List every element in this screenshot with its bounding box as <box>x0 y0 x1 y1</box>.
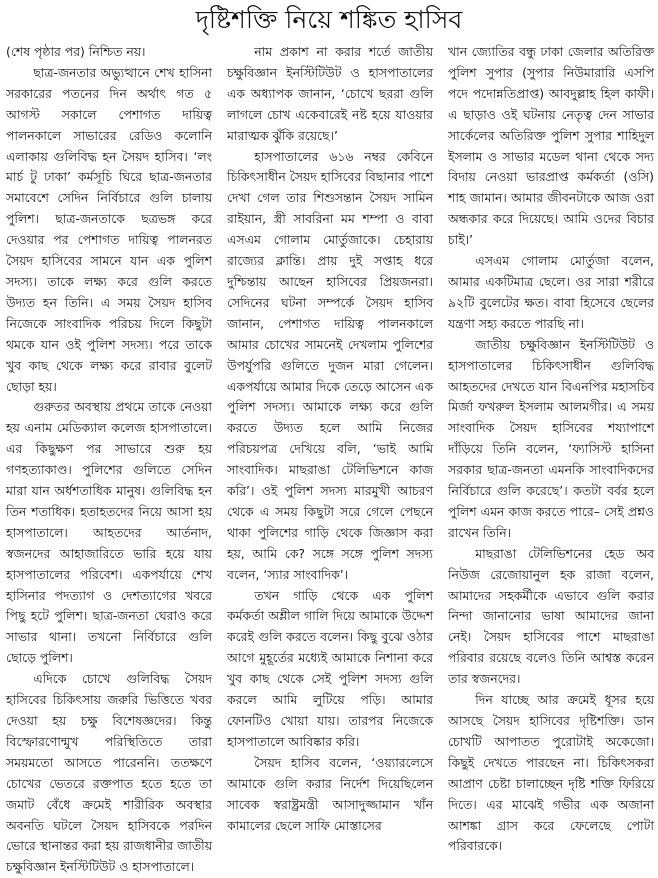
article-headline: দৃষ্টিশক্তি নিয়ে শঙ্কিত হাসিব <box>195 5 463 34</box>
column-1 <box>6 42 212 875</box>
paragraph: খান জ্যোতির বন্ধু ঢাকা জেলার অতিরিক্ত পুলিশ সুপার (সুপার নিউমারারি এসপি পদে পদোন্নতিপ্রাপ্ত) আবদুল্লাহ হিল কাফী। এ ছাড়াও ওই ঘটনায় নেতৃত্ব দেন সাভার সার্কেলের অতিরিক্ত পুলিশ সুপার শাহিদুল ইসলাম ও সাভার মডেল থানা থেকে সদ্য বিদায় নেওয়া ভারপ্রাপ্ত কর্মকর্তা (ওসি) শাহ জামান। আমার জীবনটাকে আজ ওরা অন্ধকার করে দিয়েছে। আমি ওদের বিচার চাই।’ <box>448 44 654 248</box>
paragraph: নাম প্রকাশ না করার শর্তে জাতীয় চক্ষুবিজ্ঞান ইনস্টিটিউট ও হাসপাতালের এক অধ্যাপক জানান, ‘চোখে ছররা গুলি লাগলে চোখ একেবারেই নষ্ট হয়ে যাওয়ার মারাত্মক ঝুঁকি রয়েছে।’ <box>227 44 433 143</box>
paragraph: এদিকে চোখে গুলিবিদ্ধ সৈয়দ হাসিবের চিকিৎসায় জরুরি ভিত্তিতে খবর দেওয়া হয় চক্ষু বিশেষজ্ঞদের। কিন্তু বিস্ফোরণোন্মুখ পরিস্থিতিতে তারা সময়মতো আসতে পারেননি। ততক্ষণে চোখের ভেতরে রক্তপাত হতে হতে তা জমাট বেঁধে ক্রমেই শারীরিক অবস্থার অবনতি ঘটলে সৈয়দ হাসিবকে পরদিন ভোরে স্থানান্তর করা হয় রাজধানীর জাতীয় চক্ষুবিজ্ঞান ইনস্টিটিউট ও হাসপাতালে। <box>6 671 212 875</box>
article-body <box>6 42 654 875</box>
paragraph: জাতীয় চক্ষুবিজ্ঞান ইনস্টিটিউট ও হাসপাতালের চিকিৎসাধীন গুলিবিদ্ধ আহতদের দেখতে যান বিএনপির মহাসচিব মির্জা ফখরুল ইসলাম আলমগীর। এ সময় সাংবাদিক সৈয়দ হাসিবের শয্যাপাশে দাঁড়িয়ে তিনি বলেন, ‘ফ্যাসিস্ট হাসিনা সরকার ছাত্র-জনতা এমনকি সাংবাদিকদের নির্বিচারে গুলি করেছে’। কতটা বর্বর হলে পুলিশ এমন কাজ করতে পারে– সেই প্রশ্নও রাখেন তিনি। <box>448 336 654 540</box>
paragraph: (শেষ পৃষ্ঠার পর) নিশ্চিত নয়। <box>6 44 146 59</box>
paragraph: সৈয়দ হাসিব বলেন, ‘ওয়্যারলেসে আমাকে গুলি করার নির্দেশ দিয়েছিলেন সাবেক স্বরাষ্ট্রমন্ত্রী আসাদুজ্জামান খাঁন কামালের ছেলে সাফি মোস্তাসের <box>227 754 433 833</box>
column-3 <box>448 42 654 854</box>
paragraph: ছাত্র-জনতার অভ্যুত্থানে শেখ হাসিনা সরকারের পতনের দিন অর্থাৎ গত ৫ আগস্ট সকালে পেশাগত দায়িত্ব পালনকালে সাভারের রেডিও কলোনি এলাকায় গুলিবিদ্ধ হন সৈয়দ হাসিব। ‘লং মার্চ টু ঢাকা’ কর্মসূচি ঘিরে ছাত্র-জনতার সমাবেশে সেদিন নির্বিচারে গুলি চালায় পুলিশ। ছাত্র-জনতাকে ছত্রভঙ্গ করে দেওয়ার পর পেশাগত দায়িত্ব পালনরত সৈয়দ হাসিবের সামনে যান এক পুলিশ সদস্য। তাকে লক্ষ্য করে গুলি করতে উদ্যত হন তিনি। এ সময় সৈয়দ হাসিব নিজেকে সাংবাদিক পরিচয় দিলে কিছুটা থমকে যান ওই পুলিশ সদস্য। পরে তাকে খুব কাছ থেকে লক্ষ্য করে রাবার বুলেট ছোড়া হয়। <box>6 64 212 394</box>
column-2 <box>227 42 433 837</box>
paragraph: গুরুতর অবস্থায় প্রথমে তাকে নেওয়া হয় এনাম মেডিক্যাল কলেজ হাসপাতালে। এর কিছুক্ষণ পর সাভারে শুরু হয় গণহত্যাকাণ্ড। পুলিশের গুলিতে সেদিন মারা যান অর্ধশতাধিক মানুষ। গুলিবিদ্ধ হন তিন শতাধিক। হতাহতদের নিয়ে আসা হয় হাসপাতালে। আহতদের আর্তনাদ, স্বজনদের আহাজারিতে ভারি হয়ে যায় হাসপাতালের পরিবেশ। একপর্যায়ে শেখ হাসিনার পদত্যাগ ও দেশত্যাগের খবরে পিছু হটে পুলিশ। ছাত্র-জনতা ঘেরাও করে সাভার থানা। তখনো নির্বিচারে গুলি ছোড়ে পুলিশ। <box>6 399 212 666</box>
paragraph: দিন যাচ্ছে আর ক্রমেই ধূসর হয়ে আসছে সৈয়দ হাসিবের দৃষ্টিশক্তি। ডান চোখটি আপাতত পুরোটাই অকেজো। কিছুই দেখতে পারছেন না। চিকিৎসকরা আপ্রাণ চেষ্টা চালাচ্ছেন দৃষ্টি শক্তি ফিরিয়ে দিতে। এর মাঝেই গভীর এক অজানা আশঙ্কা গ্রাস করে ফেলেছে পোটা পরিবারকে। <box>448 692 654 854</box>
paragraph: মাছরাঙা টেলিভিশনের হেড অব নিউজ রেজোয়ানুল হক রাজা বলেন, আমাদের সহকর্মীকে এভাবে গুলি করার নিন্দা জানানোর ভাষা আমাদের জানা নেই। সৈয়দ হাসিবের পাশে মাছরাঙা পরিবার রয়েছে বলেও তিনি আশ্বস্ত করেন তার স্বজনদের। <box>448 545 654 687</box>
paragraph: এসএম গোলাম মোর্তুজা বলেন, আমার একটিমাত্র ছেলে। ওর সারা শরীরে ৯২টি বুলেটের ক্ষত। বাবা হিসেবে ছেলের যন্ত্রণা সহ্য করতে পারছি না। <box>448 253 654 331</box>
paragraph: তখন গাড়ি থেকে এক পুলিশ কর্মকর্তা অশ্লীল গালি দিয়ে আমাকে উদ্দেশ করেই গুলি করতে বলেন। কিছু বুঝে ওঠার আগে মুহূর্তের মধ্যেই আমাকে নিশানা করে খুব কাছ থেকে সেই পুলিশ সদস্য গুলি করলে আমি লুটিয়ে পড়ি। আমার ফোনটিও খোয়া যায়। তারপর নিজেকে হাসপাতালে আবিষ্কার করি। <box>227 587 433 749</box>
paragraph: হাসপাতালের ৬১৬ নম্বর কেবিনে চিকিৎসাধীন সৈয়দ হাসিবের বিছানার পাশে দেখা গেল তার শিশুসন্তান সৈয়দ সামিন রাইয়ান, স্ত্রী সাবরিনা মম শম্পা ও বাবা এসএম গোলাম মোর্তুজাকে। চেহারায় রাজ্যের ক্লান্তি। প্রায় দুই সপ্তাহ ধরে দুশ্চিন্তায় আছেন হাসিবের প্রিয়জনরা। সেদিনের ঘটনা সম্পর্কে সৈয়দ হাসিব জানান, পেশাগত দায়িত্ব পালনকালে আমার চোখের সামনেই দেখলাম পুলিশের উপর্যুপরি গুলিতে দুজন মারা গেলেন। একপর্যায়ে আমার দিকে তেড়ে আসেন এক পুলিশ সদস্য। আমাকে লক্ষ্য করে গুলি করতে উদ্যত হলে আমি নিজের পরিচয়পত্র দেখিয়ে বলি, ‘ভাই আমি সাংবাদিক। মাছরাঙা টেলিভিশনে কাজ করি’। ওই পুলিশ সদস্য মারমুখী আচরণ থেকে এ সময় কিছুটা সরে গেলে পেছনে থাকা পুলিশের গাড়ি থেকে জিজ্ঞাস করা হয়, আমি কে? সঙ্গে সঙ্গে পুলিশ সদস্য বলেন, ‘স্যার সাংবাদিক’। <box>227 148 433 582</box>
